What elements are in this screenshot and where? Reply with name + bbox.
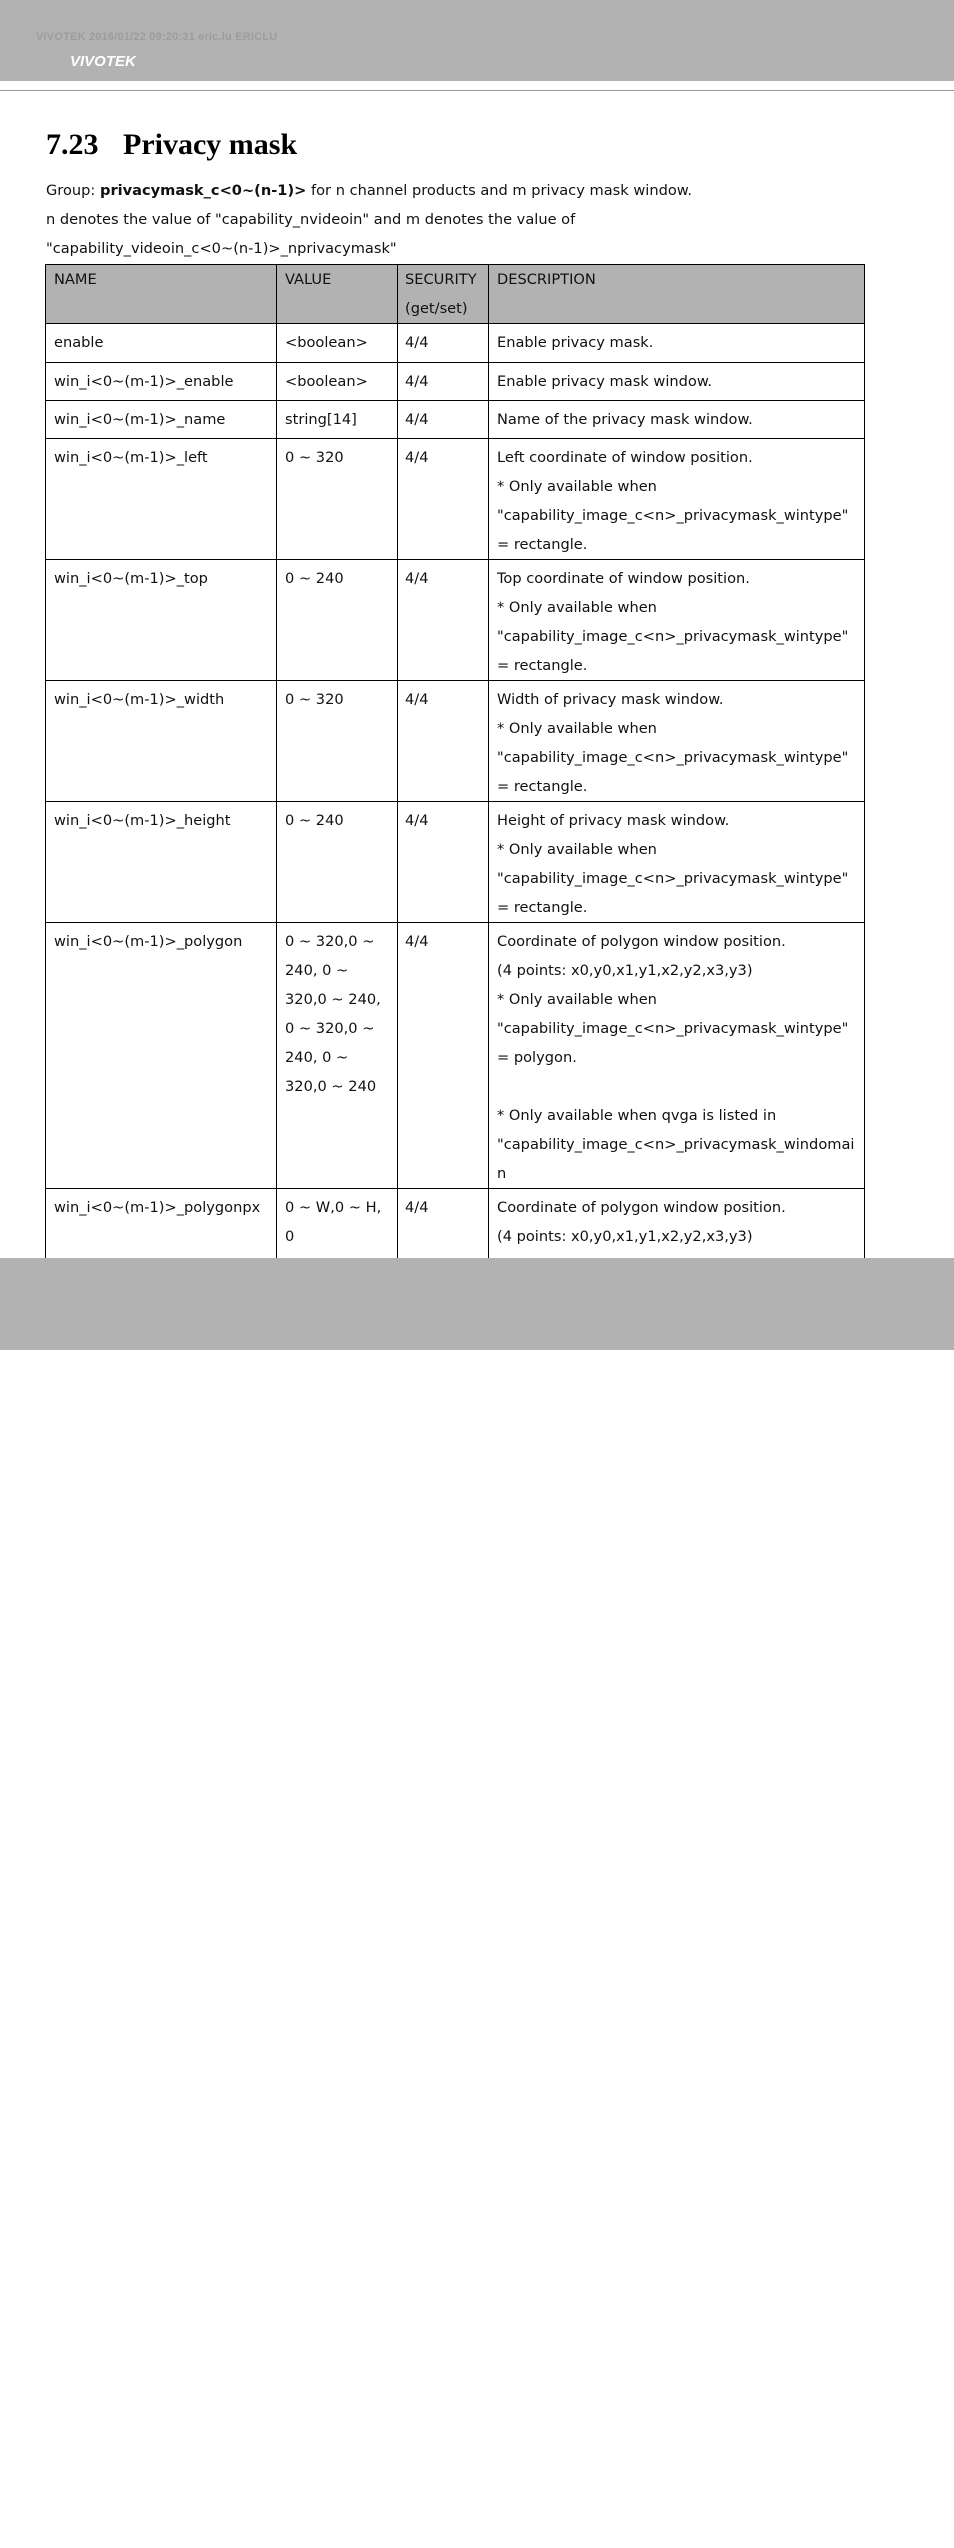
cell-description-line [497,1072,856,1101]
cell-name: win_i<0~(m-1)>_width [46,681,277,802]
cell-value-line: 240, 0 ~ [285,1049,349,1066]
header-divider [0,90,954,91]
cell-description-line: (4 points: x0,y0,x1,y1,x2,y2,x3,y3) [497,1228,753,1245]
column-header-security-label: SECURITY [405,271,477,288]
cell-description-line: = rectangle. [497,536,588,553]
section-number: 7.23 [46,128,99,161]
cell-description-line: Coordinate of polygon window position. [497,1199,786,1216]
section-title: Privacy mask [123,128,298,161]
cell-description-line: Coordinate of polygon window position. [497,933,786,950]
column-header-description: DESCRIPTION [489,265,865,324]
cell-name: win_i<0~(m-1)>_enable [46,363,277,401]
cell-value [277,681,398,802]
cell-value-line: <boolean> [285,373,368,390]
table-row [46,923,865,1189]
cell-description-line: * Only available when qvga is listed in [497,1107,777,1124]
cell-security: 4/4 [398,1189,489,1310]
table-body [46,324,865,1310]
cell-description-line: "capability_image_c<n>_privacymask_wintype" [497,749,849,766]
cell-description-line: * Only available when [497,720,657,737]
table-header-row [46,265,865,324]
cell-security: 4/4 [398,401,489,439]
table-row [46,401,865,439]
cell-name: win_i<0~(m-1)>_left [46,439,277,560]
cell-description-line: = rectangle. [497,899,588,916]
cell-name: win_i<0~(m-1)>_height [46,802,277,923]
cell-security: 4/4 [398,802,489,923]
cell-name: win_i<0~(m-1)>_top [46,560,277,681]
cell-value-line: string[14] [285,411,357,428]
cell-description-line: "capability_image_c<n>_privacymask_wintype" [497,870,849,887]
cell-value-line: 0 ~ 320 [285,449,344,466]
table-row [46,802,865,923]
cell-description [489,923,865,1189]
cell-value-line: 0 ~ W,0 ~ H, 0 [285,1199,382,1245]
cell-description-line: * Only available when [497,599,657,616]
cell-value-line: 0 ~ 240 [285,812,344,829]
intro-group-suffix: for n channel products and m privacy mask window. [306,182,693,199]
cell-description [489,324,865,363]
cell-description-line: "capability_image_c<n>_privacymask_windomai [497,1136,855,1153]
cell-description-line: = rectangle. [497,657,588,674]
cell-value [277,802,398,923]
cell-description [489,439,865,560]
cell-value [277,363,398,401]
column-header-name: NAME [46,265,277,324]
cell-description-line: "capability_image_c<n>_privacymask_wintype" [497,1020,849,1037]
parameter-table [45,264,865,1310]
cell-description [489,560,865,681]
cell-value-line: 0 ~ 320,0 ~ [285,933,375,950]
cell-value-line: 0 ~ 320,0 ~ [285,1020,375,1037]
cell-security: 4/4 [398,560,489,681]
cell-name: win_i<0~(m-1)>_name [46,401,277,439]
cell-description-line: (4 points: x0,y0,x1,y1,x2,y2,x3,y3) [497,962,753,979]
cell-description-line: Left coordinate of window position. [497,449,753,466]
column-header-value: VALUE [277,265,398,324]
cell-description [489,802,865,923]
cell-value-line: 0 ~ 320 [285,691,344,708]
cell-description-line: = polygon. [497,1049,577,1066]
cell-value [277,401,398,439]
cell-description-line: Enable privacy mask window. [497,373,713,390]
cell-value [277,439,398,560]
cell-security: 4/4 [398,681,489,802]
cell-value-line: 320,0 ~ 240, [285,991,381,1008]
intro-group-name: privacymask_c<0~(n-1)> [100,182,307,199]
page-header [0,0,954,81]
cell-value-line: <boolean> [285,334,368,351]
column-header-security [398,265,489,324]
cell-description-line: Height of privacy mask window. [497,812,730,829]
cell-security: 4/4 [398,324,489,363]
cell-description-line: * Only available when [497,478,657,495]
cell-security: 4/4 [398,439,489,560]
brand-logo-text: VIVOTEK [70,53,136,70]
cell-value-line: 240, 0 ~ [285,962,349,979]
cell-security: 4/4 [398,923,489,1189]
cell-description-line: Top coordinate of window position. [497,570,750,587]
cell-value [277,923,398,1189]
cell-description-line: "capability_image_c<n>_privacymask_wintype" [497,507,849,524]
intro-line-3: "capability_videoin_c<0~(n-1)>_nprivacymask" [46,240,397,257]
cell-value-line: 0 ~ 240 [285,570,344,587]
cell-description-line: Width of privacy mask window. [497,691,724,708]
cell-description-line: * Only available when [497,841,657,858]
table-row [46,363,865,401]
cell-description [489,401,865,439]
page-footer [0,1258,954,2548]
cell-value [277,324,398,363]
page-number-label: 236 - User's Manual [69,2532,199,2548]
cell-description-line: Name of the privacy mask window. [497,411,753,428]
cell-name: win_i<0~(m-1)>_polygon [46,923,277,1189]
cell-value-line: 320,0 ~ 240 [285,1078,377,1095]
cell-description [489,363,865,401]
column-header-security-sub: (get/set) [405,300,468,317]
cell-description-line: "capability_image_c<n>_privacymask_wintype" [497,628,849,645]
cell-description-line: = rectangle. [497,778,588,795]
table-row [46,324,865,363]
watermark-text: VIVOTEK 2016/01/22 09:20:31 eric.lu ERICLU [36,31,278,43]
cell-description-line: * Only available when [497,991,657,1008]
table-row [46,560,865,681]
section-heading [46,128,297,162]
table-row [46,439,865,560]
intro-line-2: n denotes the value of "capability_nvideoin" and m denotes the value of [46,211,576,228]
cell-value [277,560,398,681]
cell-description [489,681,865,802]
cell-name: enable [46,324,277,363]
cell-description-line: Enable privacy mask. [497,334,654,351]
intro-group-line [46,181,692,201]
intro-group-prefix: Group: [46,182,100,199]
cell-description-line: n [497,1165,507,1182]
table-row [46,681,865,802]
cell-name: win_i<0~(m-1)>_polygonpx [46,1189,277,1310]
cell-security: 4/4 [398,363,489,401]
